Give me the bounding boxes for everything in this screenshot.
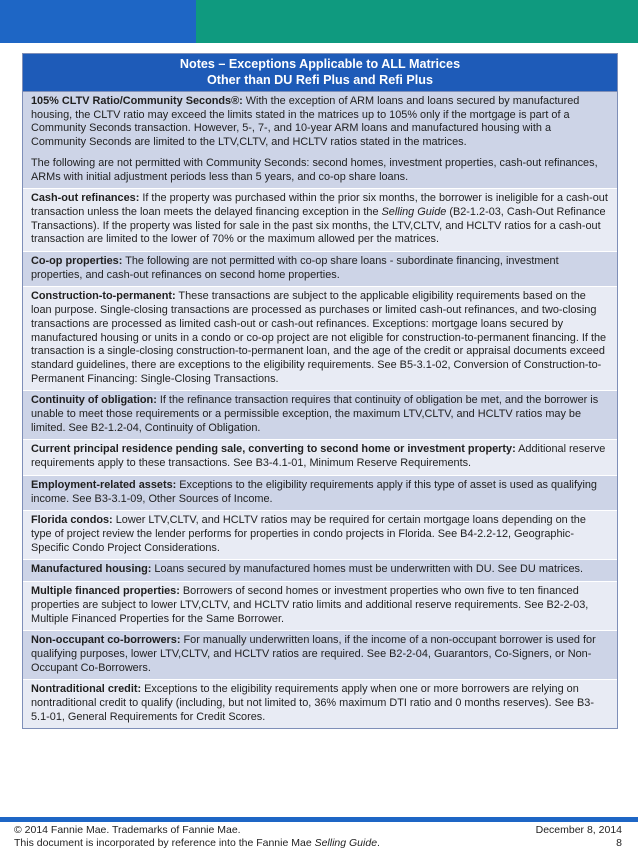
- row-continuity-of-obligation: [23, 391, 617, 440]
- row-construction-to-permanent: [23, 287, 617, 391]
- row-label: Construction-to-permanent:: [31, 290, 176, 303]
- row-manufactured-housing: [23, 560, 617, 582]
- row-employment-related-assets: [23, 476, 617, 511]
- row-nontraditional-credit: [23, 680, 617, 728]
- row-text: Exceptions to the eligibility requirements apply when one or more borrowers are relying on nontraditional credit to qualify (including, but not limited to, 36% maximum DTI ratio and 0 months reserves). See B3-5.1-01, General Requirements for Credit Scores.: [31, 683, 594, 723]
- page-footer: [14, 824, 622, 850]
- footer-copyright: © 2014 Fannie Mae. Trademarks of Fannie Mae.: [14, 824, 241, 836]
- row-co-op-properties: [23, 252, 617, 287]
- row-label: Non-occupant co-borrowers:: [31, 634, 181, 647]
- row-cltv-community-seconds: [23, 92, 617, 189]
- row-label: Current principal residence pending sale, converting to second home or investment property:: [31, 443, 516, 456]
- header-title-line2: Other than DU Refi Plus and Refi Plus: [206, 73, 434, 87]
- row-pending-sale: [23, 440, 617, 475]
- row-multiple-financed-properties: [23, 582, 617, 631]
- notes-table: [22, 53, 618, 729]
- row-text: The following are not permitted with co-op share loans - subordinate financing, investment properties, and cash-out refinances on second home properties.: [31, 255, 559, 281]
- top-band-green: [196, 0, 638, 43]
- row-non-occupant-co-borrowers: [23, 631, 617, 680]
- footer-incorporated-note: [14, 837, 380, 850]
- table-header: [23, 54, 617, 92]
- row-text: These transactions are subject to the applicable eligibility requirements based on the loan purpose. Single-closing transactions are processed as purchases or limited cash-out refinances, and two-closing transactions are processed as limited cash-out or cash-out refinances. Exceptions: mortgage loans secured by manufactured housing or units in a condo or co-op project are not eligible for construction-to-permanent financing. If the transaction is a single-closing construction-to-permanent loan, and the age of the credit or appraisal documents exceed standard guidelines, there are exceptions to the eligibility requirements. See B5-3.1-02, Conversion of Construction-to-Permanent Financing: Single-Closing Transactions.: [31, 290, 607, 385]
- row-text-cont: (B2-1.2-03, Cash-Out Refinance Transactions). If the property was listed for sale in the past six months, the LTV,CLTV, and HCLTV ratios for a cash-out transaction are limited to the lower of 70% or the maximum allowed per the matrices.: [31, 205, 606, 246]
- footer-page-number: 8: [616, 837, 622, 849]
- header-title-line1: Notes – Exceptions Applicable to ALL Matrices: [179, 57, 461, 71]
- footer-note-end: .: [377, 837, 380, 849]
- row-text: Borrowers of second homes or investment properties who own five to ten financed properties are subject to lower LTV,CLTV, and HCLTV ratio limits and additional reserve requirements. See B2-2-03, Multiple Financed Properties for the Same Borrower.: [31, 585, 589, 625]
- footer-note-text: This document is incorporated by reference into the Fannie Mae: [14, 837, 315, 849]
- row-text-italic: Selling Guide: [381, 205, 447, 218]
- row-text: Exceptions to the eligibility requirements apply if this type of asset is used as qualifying income. See B3-3.1-09, Other Sources of Income.: [31, 478, 597, 505]
- row-text: For manually underwritten loans, if the income of a non-occupant borrower is used for qualifying purposes, lower LTV,CLTV, and HCLTV ratios are required. See B2-2-04, Guarantors, Co-Signers, or Non-Occupant Co-Borrowers.: [31, 634, 596, 674]
- row-label: Continuity of obligation:: [31, 394, 157, 407]
- row-text: If the property was purchased within the prior six months, the borrower is ineligible for a cash-out transaction unless the loan meets the delayed financing exception in the: [31, 192, 608, 218]
- row-label: Multiple financed properties:: [31, 585, 180, 598]
- row-text: Lower LTV,CLTV, and HCLTV ratios may be required for certain mortgage loans depending on the type of project review the lender performs for properties in condo projects in Florida. See B4-2.2-12, Geographic-Specific Condo Project Considerations.: [31, 514, 586, 554]
- row-label: Manufactured housing:: [31, 563, 152, 576]
- top-band-blue: [0, 0, 196, 43]
- row-text: If the refinance transaction requires that continuity of obligation be met, and the borrower is unable to meet those requirements or a permissible exception, the maximum LTV,CLTV, and HCLTV ratios may be limited. See B2-1.2-04, Continuity of Obligation.: [31, 394, 599, 434]
- row-florida-condos: [23, 511, 617, 560]
- row-label: Employment-related assets:: [31, 478, 177, 491]
- footer-note-italic: Selling Guide: [314, 837, 378, 849]
- row-text-2: The following are not permitted with Community Seconds: second homes, investment properties, cash-out refinances, ARMs with initial adjustment periods less than 5 years, and co-op share loans.: [31, 156, 598, 183]
- footer-date: December 8, 2014: [535, 824, 622, 836]
- row-text: With the exception of ARM loans and loans secured by manufactured housing, the CLTV ratio may exceed the limits stated in the matrices up to 105% only if the mortgage is part of a Community Seconds transaction. However, 5-, 7-, and 10-year ARM loans and manufactured housing with a Community Seconds are limited to the LTV,CLTV, and HCLTV ratios stated in the matrices.: [31, 95, 580, 149]
- row-text: Additional reserve requirements apply to these transactions. See B3-4.1-01, Minimum Reserve Requirements.: [31, 443, 606, 470]
- row-cash-out-refinances: [23, 189, 617, 252]
- top-color-band: [0, 0, 638, 43]
- row-label: Co-op properties:: [31, 255, 123, 268]
- row-label: 105% CLTV Ratio/Community Seconds®:: [31, 95, 243, 107]
- row-label: Nontraditional credit:: [31, 683, 142, 696]
- row-label: Florida condos:: [31, 514, 113, 527]
- row-label: Cash-out refinances:: [31, 192, 140, 205]
- footer-rule: [0, 817, 638, 822]
- row-text: Loans secured by manufactured homes must be underwritten with DU. See DU matrices.: [151, 563, 583, 576]
